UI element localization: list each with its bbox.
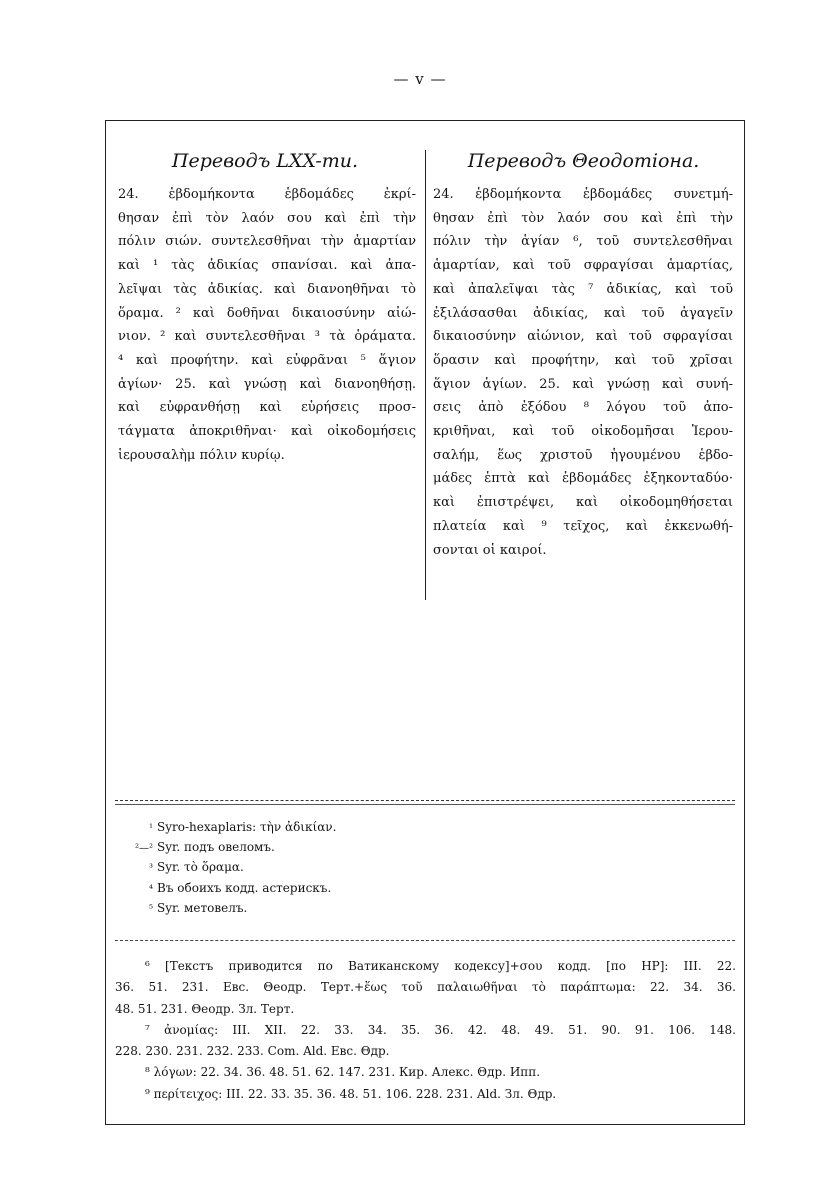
- footnote: [120, 818, 620, 838]
- text-line: πόλιν τὴν ἁγίαν ⁶, τοῦ συντελεσθῆναι: [433, 234, 733, 250]
- column-divider: [425, 150, 426, 600]
- footnote-text: Въ обоихъ кодд. астерискъ.: [157, 880, 332, 895]
- text-line: ἐξιλάσασθαι ἀδικίας, καὶ τοῦ ἀγαγεῖν: [433, 305, 733, 321]
- footnote-text: Syr. метовелъ.: [157, 900, 248, 915]
- footnote-line: 228. 230. 231. 232. 233. Com. Ald. Евс. Θдр.: [115, 1044, 390, 1059]
- text-line: 24. ἑβδομήκοντα ἑβδομάδες ἐκρί-: [118, 187, 416, 202]
- footnote-line: 48. 51. 231. Θеодр. Зл. Терт.: [115, 1001, 295, 1016]
- text-line: σαλήμ, ἕως χριστοῦ ἡγουμένου ἑβδο-: [433, 447, 733, 463]
- text-line: λεῖψαι τὰς ἀδικίας. καὶ διανοηθῆναι τὸ: [118, 281, 416, 297]
- theodotion-heading: Переводъ Θеодотіона.: [467, 150, 700, 172]
- footnote-line: ⁶ [Текстъ приводится по Ватиканскому кодексу]+σου кодд. [по HP]: III. 22.: [145, 959, 736, 973]
- text-line: ὅραμα. ² καὶ δοθῆναι δικαιοσύνην αἰώ-: [118, 305, 416, 321]
- text-line: μάδες ἑπτὰ καὶ ἑβδομάδες ἑξηκονταδύο·: [433, 471, 733, 487]
- footnote-line: ⁹ περίτειχος: III. 22. 33. 35. 36. 48. 51. 106. 228. 231. Ald. Зл. Θдр.: [145, 1086, 557, 1101]
- text-line: νιον. ² καὶ συντελεσθῆναι ³ τὰ ὁράματα.: [118, 329, 416, 345]
- footnote: [120, 899, 620, 919]
- lxx-heading: Переводъ LXX-ти.: [171, 150, 359, 172]
- text-line: καὶ ¹ τὰς ἀδικίας σπανίσαι. καὶ ἀπα-: [118, 258, 416, 274]
- footnote-text: Syr. подъ овеломъ.: [157, 840, 275, 855]
- footnote-mark: ⁴: [148, 883, 153, 895]
- theodotion-footnotes: [115, 956, 736, 1105]
- text-line: τάγματα ἀποκριθῆναι· καὶ οἰκοδομήσεις: [118, 424, 416, 440]
- text-line: θησαν ἐπὶ τὸν λαόν σου καὶ ἐπὶ τὴν: [433, 210, 733, 226]
- page-number: — v —: [393, 70, 447, 88]
- text-line: ἁγίων· 25. καὶ γνώσῃ καὶ διανοηθήσῃ.: [118, 376, 416, 392]
- text-line: 24. ἑβδομήκοντα ἑβδομάδες συνετμή-: [433, 187, 733, 202]
- footnote: [120, 879, 620, 899]
- footnote-separator: [115, 804, 735, 805]
- footnote-mark: ²—²: [134, 843, 153, 855]
- text-line: σονται οἱ καιροί.: [433, 542, 547, 558]
- text-line: πόλιν σιών. συντελεσθῆναι τὴν ἁμαρτίαν: [118, 234, 416, 250]
- lxx-text: [118, 183, 416, 467]
- footnote-line: ⁷ ἀνομίας: III. XII. 22. 33. 34. 35. 36. 42. 48. 49. 51. 90. 91. 106. 148.: [145, 1022, 736, 1037]
- text-line: ἱερουσαλὴμ πόλιν κυρίῳ.: [118, 447, 285, 463]
- text-line: δικαιοσύνην αἰώνιον, καὶ τοῦ σφραγίσαι: [433, 329, 733, 345]
- text-line: ἅγιον ἁγίων. 25. καὶ γνώσῃ καὶ συνή-: [433, 376, 733, 392]
- footnote: [120, 838, 620, 858]
- footnote: [120, 858, 620, 878]
- footnote-text: Syr. τὸ ὅραμα.: [157, 860, 244, 875]
- lxx-footnotes: [120, 818, 620, 919]
- footnote-text: Syro-hexaplaris: τὴν ἀδικίαν.: [157, 820, 337, 834]
- text-line: ἁμαρτίαν, καὶ τοῦ σφραγίσαι ἁμαρτίας,: [433, 258, 733, 274]
- text-line: ὅρασιν καὶ προφήτην, καὶ τοῦ χρῖσαι: [433, 352, 733, 368]
- text-line: σεις ἀπὸ ἐξόδου ⁸ λόγου τοῦ ἀπο-: [433, 400, 733, 416]
- footnote-mark: ⁵: [148, 903, 153, 915]
- text-line: κριθῆναι, καὶ τοῦ οἰκοδομῆσαι Ἱερου-: [433, 424, 733, 440]
- footnote-line: 36. 51. 231. Евс. Θеодр. Терт.+ἕως τοῦ παλαιωθῆναι τὸ παράπτωμα: 22. 34. 36.: [115, 980, 736, 995]
- footnote-line: ⁸ λόγων: 22. 34. 36. 48. 51. 62. 147. 231. Кир. Алекс. Θдр. Ипп.: [145, 1065, 541, 1080]
- text-line: καὶ ἐπιστρέψει, καὶ οἰκοδομηθήσεται: [433, 495, 733, 511]
- text-line: καὶ ἀπαλεῖψαι τὰς ⁷ ἀδικίας, καὶ τοῦ: [433, 281, 733, 297]
- theodotion-text: [433, 183, 733, 562]
- text-line: πλατεία καὶ ⁹ τεῖχος, καὶ ἐκκενωθή-: [433, 518, 733, 534]
- text-line: θησαν ἐπὶ τὸν λαόν σου καὶ ἐπὶ τὴν: [118, 210, 416, 226]
- footnote-mark: ¹: [148, 823, 153, 834]
- text-line: ⁴ καὶ προφήτην. καὶ εὐφρᾶναι ⁵ ἅγιον: [118, 352, 416, 368]
- footnote-separator: [115, 940, 735, 941]
- footnote-separator: [115, 800, 735, 801]
- footnote-mark: ³: [148, 863, 153, 875]
- text-line: καὶ εὐφρανθήσῃ καὶ εὑρήσεις προσ-: [118, 400, 416, 416]
